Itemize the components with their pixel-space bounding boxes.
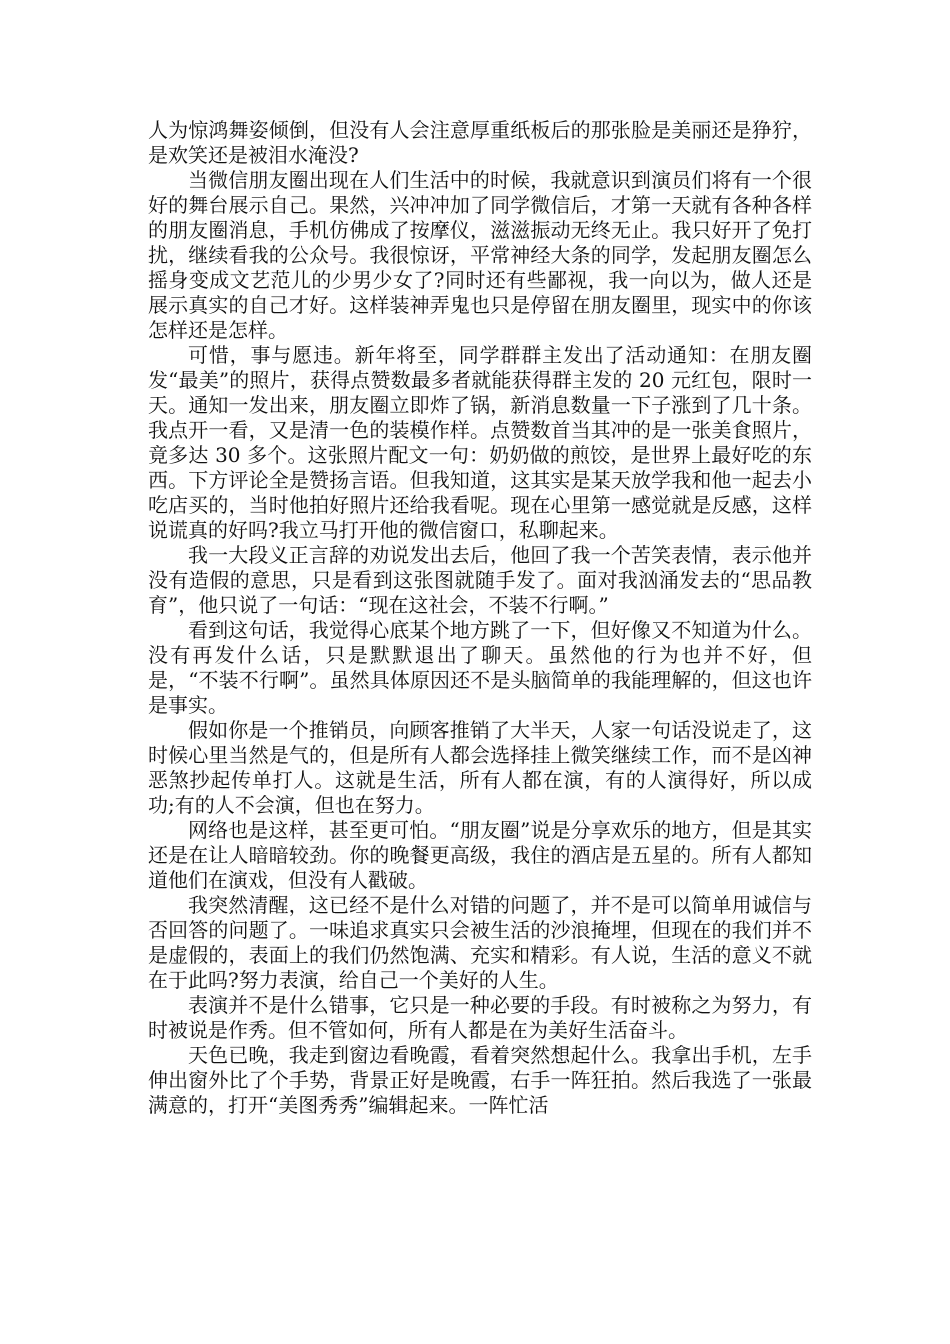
paragraph-awakening: 我突然清醒，这已经不是什么对错的问题了，并不是可以简单用诚信与否回答的问题了。一味追求真实只会被生活的沙浪掩埋，但现在的我们并不是虚假的，表面上的我们仍然饱满、充实和精彩。有人说，生活的意义不就在于此吗?努力表演，给自己一个美好的人生。 — [148, 893, 812, 992]
paragraph-contest-notice: 可惜，事与愿违。新年将至，同学群群主发出了活动通知：在朋友圈发“最美”的照片，获得点赞数最多者就能获得群主发的 20 元红包，限时一天。通知一发出来，朋友圈立即炸了锅，新消息数量一下子涨到了几十条。我点开一看，又是清一色的装模作样。点赞数首当其冲的是一张美食照片，竟多达 30 多个。这张照片配文一句：奶奶做的煎饺，是世界上最好吃的东西。下方评论全是赞扬言语。但我知道，这其实是某天放学我和他一起去小吃店买的，当时他拍好照片还给我看呢。现在心里第一感觉就是反感，这样说谎真的好吗?我立马打开他的微信窗口，私聊起来。 — [148, 343, 812, 542]
paragraph-continued: 人为惊鸿舞姿倾倒，但没有人会注意厚重纸板后的那张脸是美丽还是狰狞，是欢笑还是被泪水淹没? — [148, 118, 812, 167]
paragraph-reflection: 看到这句话，我觉得心底某个地方跳了一下，但好像又不知道为什么。没有再发什么话，只是默默退出了聊天。虽然他的行为也并不好，但是，“不装不行啊”。虽然具体原因还不是头脑简单的我能理解的，但这也许是事实。 — [148, 618, 812, 717]
paragraph-sunset: 天色已晚，我走到窗边看晚霞，看着突然想起什么。我拿出手机，左手伸出窗外比了个手势，背景正好是晚霞，右手一阵狂拍。然后我选了一张最满意的，打开“美图秀秀”编辑起来。一阵忙活 — [148, 1043, 812, 1117]
paragraph-online: 网络也是这样，甚至更可怕。“朋友圈”说是分享欢乐的地方，但是其实还是在让人暗暗较劲。你的晚餐更高级，我住的酒店是五星的。所有人都知道他们在演戏，但没有人戳破。 — [148, 818, 812, 892]
paragraph-persuasion: 我一大段义正言辞的劝说发出去后，他回了我一个苦笑表情，表示他并没有造假的意思，只是看到这张图就随手发了。面对我汹涌发去的“思品教育”，他只说了一句话：“现在这社会，不装不行啊。” — [148, 543, 812, 617]
document-page — [148, 118, 812, 1118]
paragraph-salesman: 假如你是一个推销员，向顾客推销了大半天，人家一句话没说走了，这时候心里当然是气的，但是所有人都会选择挂上微笑继续工作，而不是凶神恶煞抄起传单打人。这就是生活，所有人都在演，有的人演得好，所以成功;有的人不会演，但也在努力。 — [148, 718, 812, 817]
paragraph-wechat-moments: 当微信朋友圈出现在人们生活中的时候，我就意识到演员们将有一个很好的舞台展示自己。果然，兴冲冲加了同学微信后，才第一天就有各种各样的朋友圈消息，手机仿佛成了按摩仪，滋滋振动无终无止。我只好开了免打扰，继续看我的公众号。我很惊讶，平常神经大条的同学，发起朋友圈怎么摇身变成文艺范儿的少男少女了?同时还有些鄙视，我一向以为，做人还是展示真实的自己才好。这样装神弄鬼也只是停留在朋友圈里，现实中的你该怎样还是怎样。 — [148, 168, 812, 342]
paragraph-performance: 表演并不是什么错事，它只是一种必要的手段。有时被称之为努力，有时被说是作秀。但不管如何，所有人都是在为美好生活奋斗。 — [148, 993, 812, 1042]
